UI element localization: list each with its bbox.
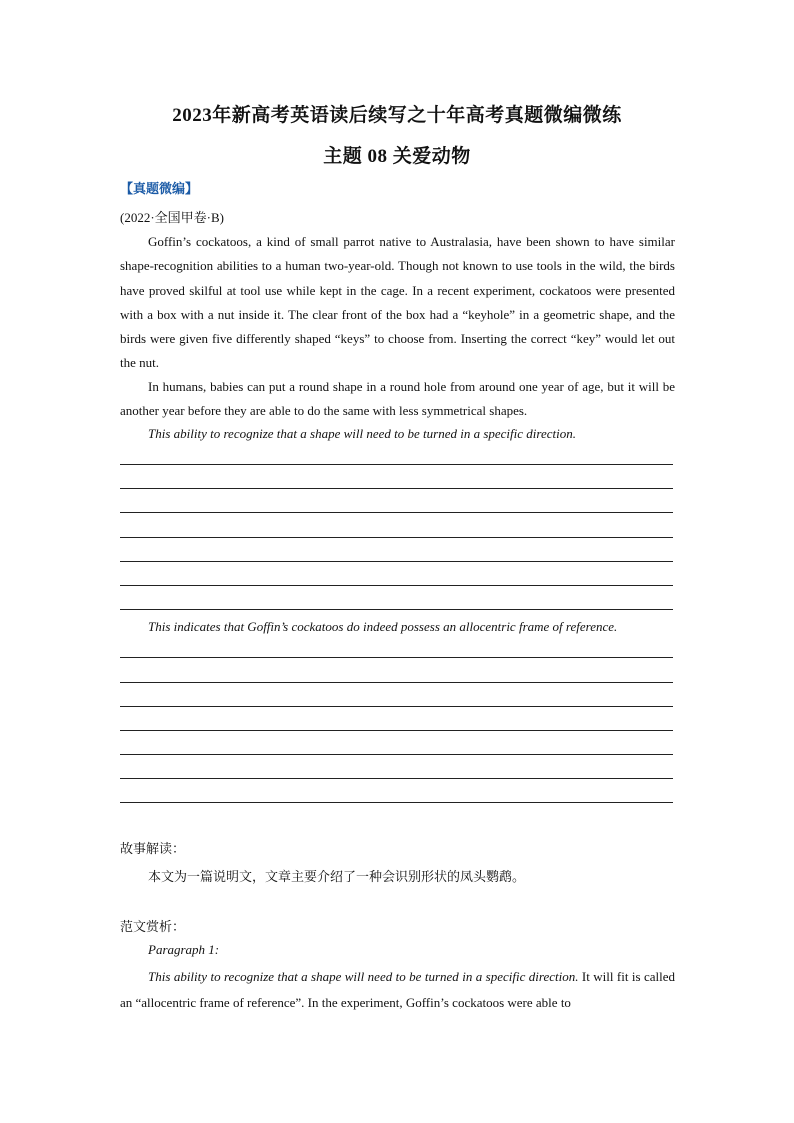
writing-line — [120, 561, 673, 562]
section-tag: 【真题微编】 — [120, 182, 199, 197]
writing-line — [120, 657, 673, 658]
sample-essay-heading: 范文赏析： — [120, 920, 186, 935]
passage-paragraph-2-text: In humans, babies can put a round shape in a round hole from around one year of age, but it will be another year before they are able to do the same with less symmetrical shapes. — [120, 379, 675, 419]
document-subtitle: 主题 08 关爱动物 — [323, 146, 471, 167]
sample-essay-opening: This ability to recognize that a shape will need to be turned in a specific direction. — [148, 969, 579, 984]
passage-paragraph-2 — [120, 375, 675, 424]
writing-line — [120, 706, 673, 707]
sample-essay-continuation: It will fit is called an “allocentric frame of reference”. In the experiment, Goffin’s cockatoos were able to — [120, 969, 676, 1010]
writing-line — [120, 802, 673, 803]
writing-line — [120, 730, 673, 731]
document-title: 2023年新高考英语读后续写之十年高考真题微编微练 — [172, 105, 622, 126]
sample-essay-paragraph — [120, 964, 675, 1016]
writing-line — [120, 754, 673, 755]
story-analysis-heading: 故事解读： — [120, 842, 186, 857]
passage-paragraph-1-text: Goffin’s cockatoos, a kind of small parrot native to Australasia, have been shown to have similar shape-recognition abilities to a human two-year-old. Though not known to use tools in the wild, the birds have proved skilful at tool use while kept in the cage. In a recent experiment, cockatoos were presented with a box with a nut inside it. The clear front of the box had a “keyhole” in a geometric shape, and the birds were given five differently shaped “keys” to choose from. Inserting the correct “key” would let out the nut. — [120, 234, 675, 371]
writing-line — [120, 585, 673, 586]
sample-essay-text — [120, 964, 675, 1016]
source-citation: (2022·全国甲卷·B) — [120, 210, 224, 225]
writing-line — [120, 778, 673, 779]
writing-line — [120, 464, 673, 465]
story-analysis-text: 本文为一篇说明文，文章主要介绍了一种会识别形状的凤头鹦鹉。 — [148, 870, 526, 885]
writing-line — [120, 488, 673, 489]
passage-paragraph-1 — [120, 230, 675, 376]
sample-paragraph-label: Paragraph 1: — [148, 942, 220, 957]
writing-line — [120, 682, 673, 683]
writing-line — [120, 609, 673, 610]
writing-line — [120, 537, 673, 538]
writing-prompt-1: This ability to recognize that a shape will need to be turned in a specific direction. — [148, 426, 576, 441]
writing-line — [120, 512, 673, 513]
writing-prompt-2: This indicates that Goffin’s cockatoos do indeed possess an allocentric frame of reference. — [148, 619, 618, 634]
